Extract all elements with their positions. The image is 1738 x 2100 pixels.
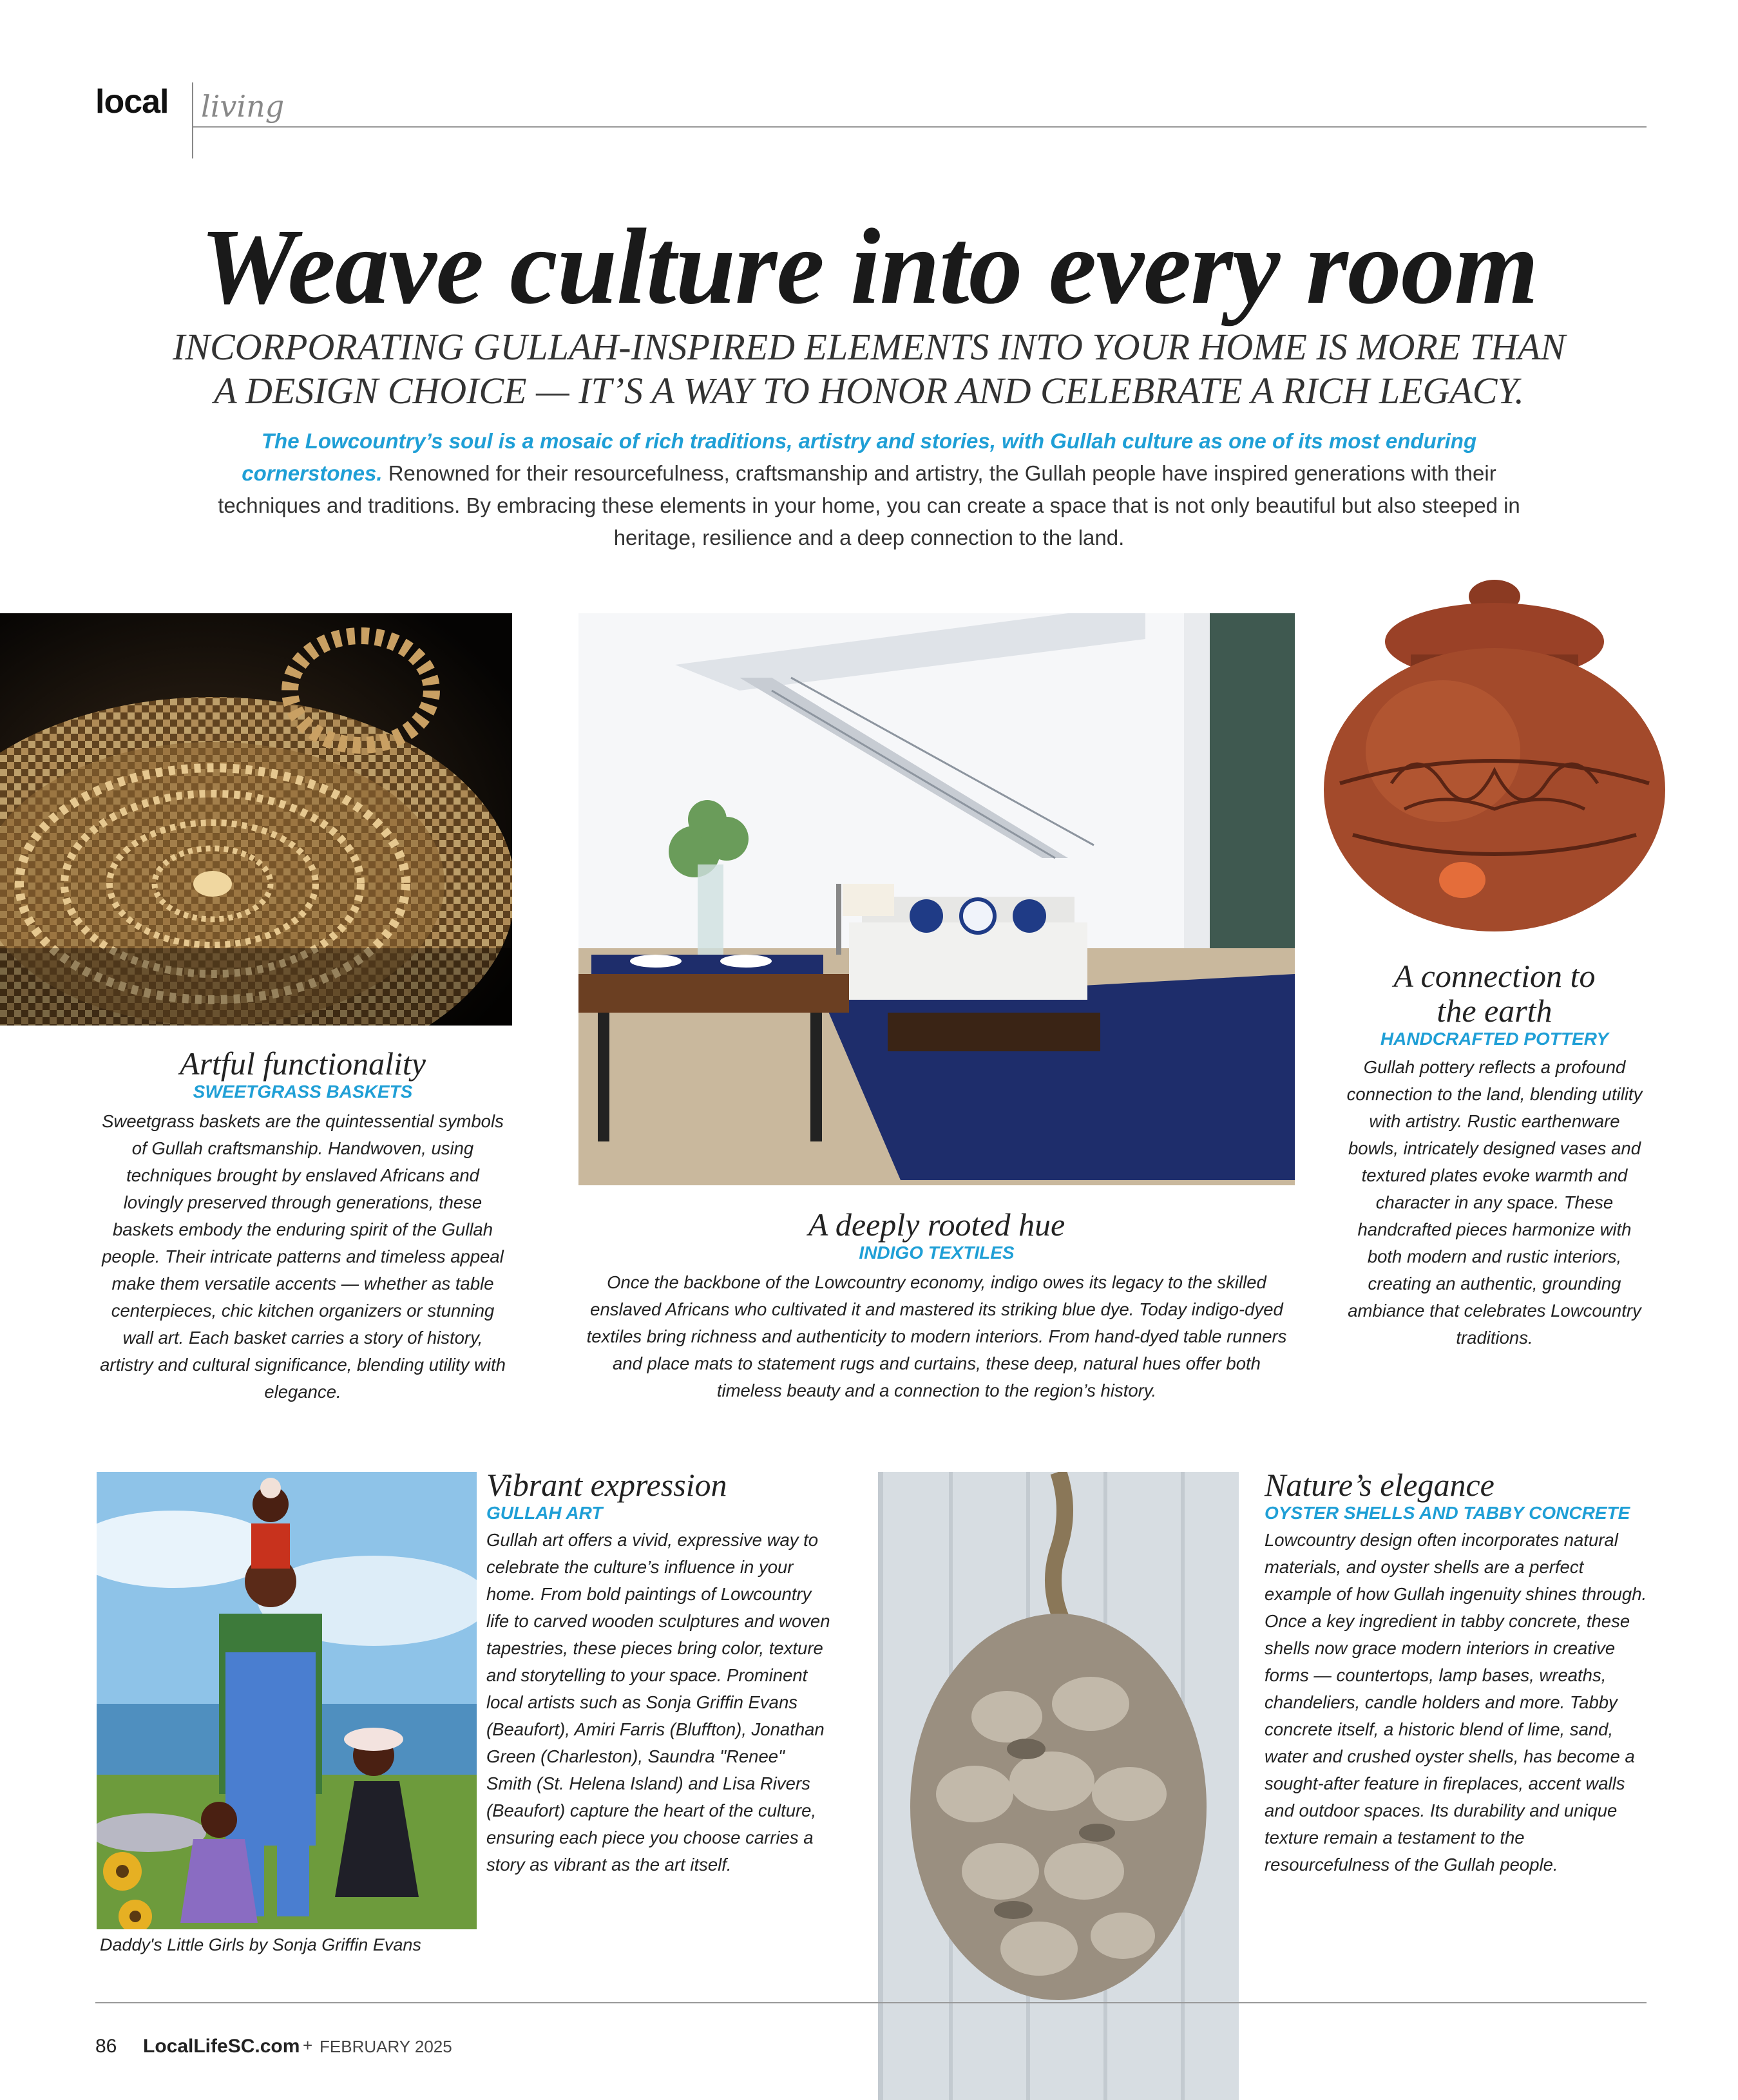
header-divider <box>192 82 193 158</box>
shells-body: Lowcountry design often incorporates natural materials, and oyster shells are a perfect example of how Gullah ingenuity shines through. Once a key ingredient in tabby concrete, these shells now grace modern interiors in creative forms — countertops, lamp bases, wreaths, chandeliers, candle holders and more. Tabby concrete itself, a historic blend of lime, sand, water and crushed oyster shells, has become a sought-after feature in fireplaces, accent walls and outdoor spaces. Its durability and unique texture remain a testament to the resourcefulness of the Gullah people. <box>1265 1530 1647 1875</box>
footer-rule <box>95 2002 1647 2003</box>
painting-credit: Daddy's Little Girls by Sonja Griffin Evans <box>100 1935 421 1954</box>
indigo-living-room-photo <box>578 613 1295 1185</box>
shells-label: OYSTER SHELLS AND TABBY CONCRETE <box>1265 1503 1630 1523</box>
sweetgrass-basket-photo <box>0 613 512 1026</box>
oyster-shell-wreath-photo <box>878 1472 1239 2100</box>
article-title: Weave culture into every room <box>200 207 1538 327</box>
art-title: Vibrant expression <box>486 1467 727 1503</box>
art-body: Gullah art offers a vivid, expressive way to celebrate the culture’s influence in your home. From bold paintings of Lowcountry life to carved wooden sculptures and woven tapestries, these pieces bring color, texture and storytelling to your space. Prominent local artists such as Sonja Griffin Evans (Beaufort), Amiri Farris (Bluffton), Jonathan Green (Charleston), Saundra "Renee" Smith (St. Helena Island) and Lisa Rivers (Beaufort) capture the heart of the culture, ensuring each piece you choose carries a story as vibrant as the art itself. <box>486 1530 830 1875</box>
shells-caption <box>1265 1467 1651 1878</box>
indigo-caption <box>578 1207 1295 1404</box>
header-rule <box>193 126 1647 128</box>
baskets-title: Artful functionality <box>180 1045 426 1082</box>
subsection-label: living <box>201 89 285 124</box>
art-caption <box>486 1467 834 1878</box>
subtitle-line-2: A DESIGN CHOICE — IT’S A WAY TO HONOR AND CELEBRATE A RICH LEGACY. <box>214 370 1524 412</box>
art-label: GULLAH ART <box>486 1503 603 1523</box>
subtitle-line-1: INCORPORATING GULLAH-INSPIRED ELEMENTS INTO YOUR HOME IS MORE THAN <box>172 326 1566 368</box>
page-number: 86 <box>95 2036 117 2057</box>
baskets-label: SWEETGRASS BASKETS <box>193 1082 413 1102</box>
baskets-body: Sweetgrass baskets are the quintessential symbols of Gullah craftsmanship. Handwoven, using techniques brought by enslaved Africans and lovingly preserved through generations, these baskets embody the enduring spirit of the Gullah people. Their intricate patterns and timeless appeal make them versatile accents — whether as table centerpieces, chic kitchen organizers or stunning wall art. Each basket carries a story of history, artistry and cultural significance, blending utility with elegance. <box>100 1111 506 1402</box>
pottery-title: A connection to the earth <box>1393 958 1596 1029</box>
article-subtitle <box>97 325 1641 413</box>
footer-separator: + <box>303 2036 313 2055</box>
issue-date: FEBRUARY 2025 <box>320 2037 452 2056</box>
article-intro <box>193 425 1545 554</box>
shells-title: Nature’s elegance <box>1265 1467 1494 1503</box>
pottery-caption <box>1346 959 1643 1351</box>
indigo-title: A deeply rooted hue <box>808 1207 1065 1243</box>
pottery-jar-photo <box>1314 577 1681 938</box>
site-link[interactable]: LocalLifeSC.com <box>143 2036 300 2057</box>
gullah-painting-photo <box>97 1472 477 1929</box>
baskets-caption <box>97 1046 509 1406</box>
intro-lead: The Lowcountry’s soul is a mosaic of rich traditions, artistry and stories, with Gullah culture as one of its most enduring cornerstones. <box>242 429 1477 485</box>
indigo-label: INDIGO TEXTILES <box>859 1243 1015 1263</box>
indigo-body: Once the backbone of the Lowcountry economy, indigo owes its legacy to the skilled enslaved Africans who cultivated it and mastered its striking blue dye. Today indigo-dyed textiles bring richness and authenticity to modern interiors. From hand-dyed table runners and place mats to statement rugs and curtains, these deep, natural hues offer both timeless beauty and a connection to the region’s history. <box>586 1272 1287 1400</box>
pottery-body: Gullah pottery reflects a profound connection to the land, blending utility with artistry. Rustic earthenware bowls, intricately designed vases and textured plates evoke warmth and character in any space. These handcrafted pieces harmonize with both modern and rustic interiors, creating an authentic, grounding ambiance that celebrates Lowcountry traditions. <box>1346 1057 1643 1348</box>
pottery-label: HANDCRAFTED POTTERY <box>1380 1029 1609 1049</box>
section-label: local <box>95 83 169 120</box>
intro-body: Renowned for their resourcefulness, craftsmanship and artistry, the Gullah people have inspired generations with their techniques and traditions. By embracing these elements in your home, you can create a space that is not only beautiful but also steeped in heritage, resilience and a deep connection to the land. <box>218 461 1520 549</box>
